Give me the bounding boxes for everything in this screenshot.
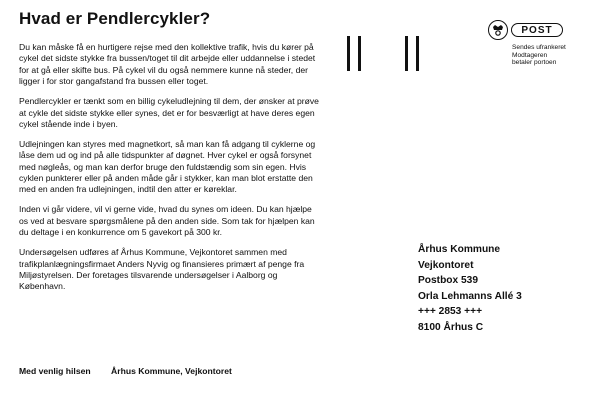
- postage-note-line: betaler portoen: [512, 59, 557, 67]
- post-logo: [488, 20, 578, 40]
- body-text: [19, 42, 319, 301]
- fim-bars-right: [405, 36, 419, 71]
- postage-note-line: Modtageren: [512, 51, 548, 59]
- fim-bars-left: [347, 36, 361, 71]
- address-line: Vejkontoret: [418, 259, 474, 271]
- post-logo-text: POST: [511, 23, 563, 37]
- address-line: 8100 Århus C: [418, 321, 484, 333]
- recipient-address: [418, 242, 522, 336]
- page-title: Hvad er Pendlercykler?: [19, 9, 211, 28]
- postage-note: [512, 44, 578, 67]
- address-line: Orla Lehmanns Allé 3: [418, 290, 522, 302]
- address-line: Århus Kommune: [418, 244, 501, 255]
- sender: Århus Kommune, Vejkontoret: [111, 366, 232, 376]
- closing: Med venlig hilsen: [19, 366, 91, 376]
- paragraph: Udlejningen kan styres med magnetkort, så man kan få adgang til cyklerne og låse dem ud og ind på alle tidspunkter af døgnet. Hver cykel er også forsynet med nøgleås, og man kan derfor bruge den fuldstændig som sin egen. Hvis cyklen punkterer eller på anden måde går i stykker, kan man blot erstatte den med en anden fra udlejningen, indtil den atter er køreklar.: [19, 138, 316, 195]
- postage-note-line: Sendes ufrankeret: [512, 44, 566, 51]
- paragraph: Du kan måske få en hurtigere rejse med den kollektive trafik, hvis du kører på cykel det sidste stykke fra bussen/toget til dit arbejde eller uddannelse i stedet for at gå eller skifte bus. På cykel vil du også nemmere kunne nå steder, der ligger i for stor gangafstand fra bussen eller toget.: [19, 42, 316, 87]
- paragraph: Pendlercykler er tænkt som en billig cykeludlejning til dem, der ønsker at prøve at cykle det sidste stykke eller synes, det er for besværligt at have deres egen cykel stående inde i byen.: [19, 96, 319, 129]
- post-horn-icon: [488, 20, 508, 40]
- paragraph: Inden vi går videre, vil vi gerne vide, hvad du synes om ideen. Du kan hjælpe os ved at besvare spørgsmålene på den anden side. Som tak for hjælpen kan du deltage i en konkurrence om 5 gavekort på 300 kr.: [19, 204, 315, 238]
- postage-block: [488, 20, 578, 67]
- signature: [19, 366, 232, 376]
- address-line: +++ 2853 +++: [418, 306, 483, 318]
- paragraph: Undersøgelsen udføres af Århus Kommune, Vejkontoret sammen med trafikplanlægningsfirmaet Anders Nyvig og finansieres primært af penge fra Miljøstyrelsen. Der foretages tilsvarende undersøgelser i Aalborg og København.: [19, 247, 305, 292]
- address-line: Postbox 539: [418, 275, 479, 287]
